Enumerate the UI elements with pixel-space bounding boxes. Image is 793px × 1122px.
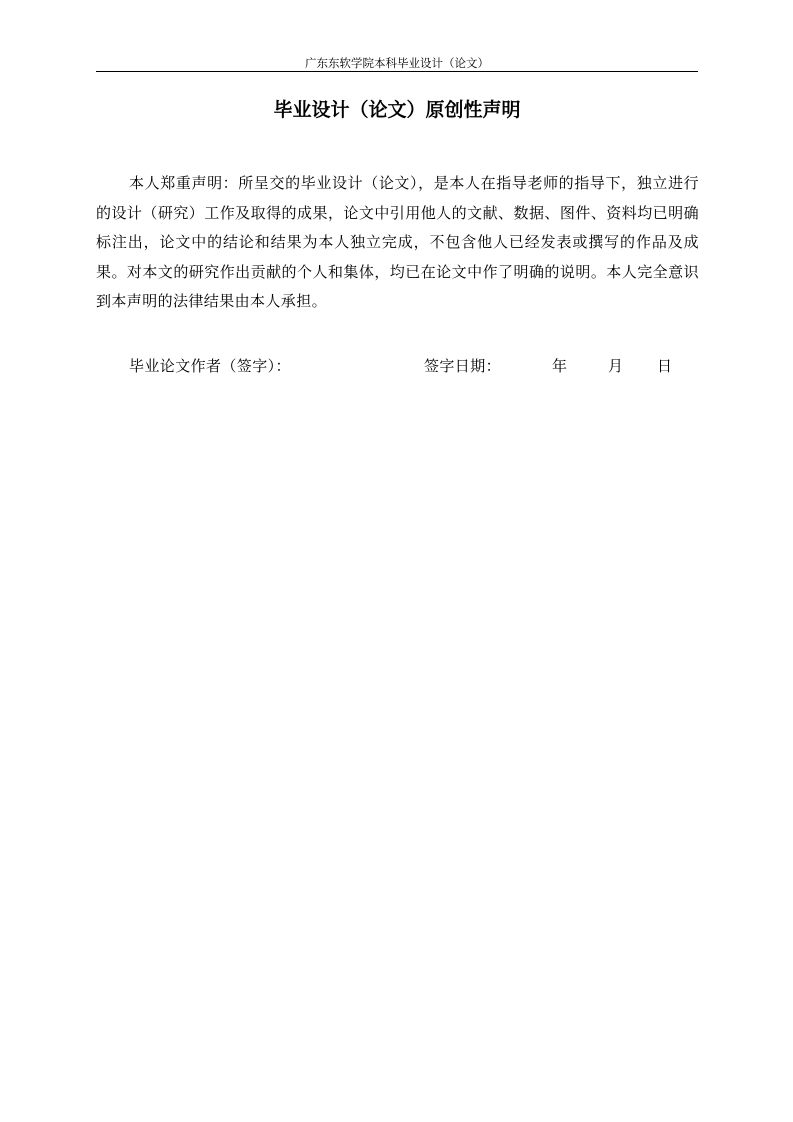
day-label: 日 — [657, 357, 673, 375]
signature-date-label: 签字日期： — [424, 357, 502, 375]
page-title: 毕业设计（论文）原创性声明 — [273, 99, 521, 121]
year-label: 年 — [552, 357, 568, 375]
declaration-paragraph: 本人郑重声明：所呈交的毕业设计（论文），是本人在指导老师的指导下，独立进行的设计（研究）工作及取得的成果，论文中引用他人的文献、数据、图件、资料均已明确标注出，论文中的结论和结果为本人独立完成，不包含他人已经发表或撰写的作品及成果。对本文的研究作出贡献的个人和集体，均已在论文中作了明确的说明。本人完全意识到本声明的法律结果由本人承担。 — [96, 174, 699, 310]
running-header: 广东东软学院本科毕业设计（论文） — [305, 56, 489, 70]
month-label: 月 — [608, 357, 624, 375]
header-divider — [96, 71, 698, 72]
author-signature-label: 毕业论文作者（签字）： — [129, 357, 291, 375]
